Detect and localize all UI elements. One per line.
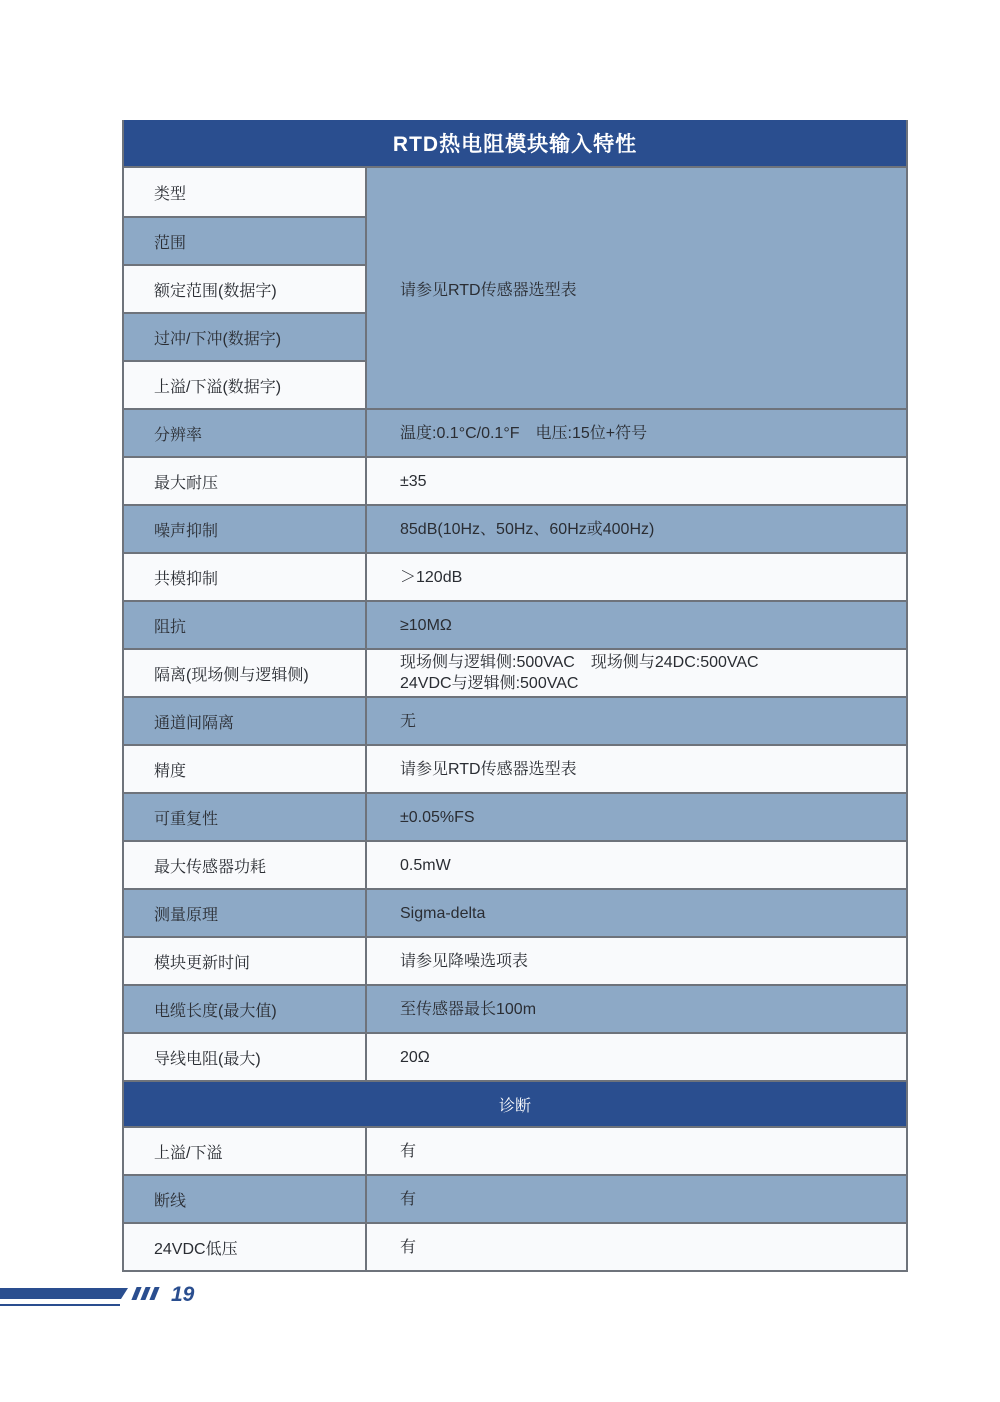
- row-label: 上溢/下溢: [124, 1128, 367, 1174]
- row-label: 电缆长度(最大值): [124, 986, 367, 1032]
- table-row: [124, 840, 906, 888]
- diagnostics-header-text: 诊断: [498, 1097, 531, 1115]
- merged-row-label: 过冲/下冲(数据字): [124, 312, 365, 360]
- table-row: [124, 456, 906, 504]
- row-label: 噪声抑制: [124, 506, 367, 552]
- row-value: Sigma-delta: [400, 904, 486, 922]
- row-value: 温度:0.1°C/0.1°F 电压:15位+符号: [400, 424, 648, 442]
- page-number: 19: [171, 1283, 195, 1306]
- row-value: ±0.05%FS: [400, 808, 475, 826]
- table-row: [124, 744, 906, 792]
- row-label: 导线电阻(最大): [124, 1034, 367, 1080]
- row-label: 测量原理: [124, 890, 367, 936]
- row-label: 通道间隔离: [124, 698, 367, 744]
- merged-row-label: 范围: [124, 216, 365, 264]
- table-row: [124, 648, 906, 696]
- merged-value-cell: [367, 168, 906, 408]
- row-value: ≥10MΩ: [400, 616, 452, 634]
- merged-row-label: 上溢/下溢(数据字): [124, 360, 365, 408]
- table-row: [124, 696, 906, 744]
- row-label: 模块更新时间: [124, 938, 367, 984]
- row-value: 请参见RTD传感器选型表: [400, 760, 577, 778]
- triple-slash-icon: [134, 1287, 157, 1300]
- table-row: [124, 1032, 906, 1080]
- row-label: 可重复性: [124, 794, 367, 840]
- row-value: 85dB(10Hz、50Hz、60Hz或400Hz): [400, 520, 655, 538]
- table-title-bar: [124, 120, 906, 166]
- row-value: 无: [400, 712, 417, 730]
- row-value: ＞120dB: [400, 568, 463, 586]
- diagnostics-header: [124, 1080, 906, 1126]
- table-row: [124, 1222, 906, 1270]
- row-value: 20Ω: [400, 1048, 430, 1066]
- row-label: 隔离(现场侧与逻辑侧): [124, 650, 367, 696]
- spec-table: [122, 120, 908, 1272]
- footer-accent-bar: [0, 1288, 128, 1299]
- row-value: 请参见降噪选项表: [400, 952, 529, 970]
- row-label: 最大传感器功耗: [124, 842, 367, 888]
- table-row: [124, 984, 906, 1032]
- table-title: RTD热电阻模块输入特性: [392, 133, 638, 156]
- row-label: 最大耐压: [124, 458, 367, 504]
- merged-section: [124, 166, 906, 408]
- merged-row-label: 额定范围(数据字): [124, 264, 365, 312]
- row-value: 至传感器最长100m: [400, 1000, 537, 1018]
- row-label: 断线: [124, 1176, 367, 1222]
- diagnostics-rows: [124, 1126, 906, 1270]
- table-row: [124, 1174, 906, 1222]
- row-value: 有: [400, 1238, 417, 1256]
- table-row: [124, 600, 906, 648]
- row-value: ±35: [400, 472, 427, 490]
- table-row: [124, 936, 906, 984]
- table-row: [124, 1126, 906, 1174]
- row-value: 有: [400, 1190, 417, 1208]
- merged-value-text: 请参见RTD传感器选型表: [400, 281, 577, 299]
- row-label: 精度: [124, 746, 367, 792]
- row-label: 24VDC低压: [124, 1224, 367, 1270]
- table-row: [124, 504, 906, 552]
- footer-accent-underline: [0, 1304, 120, 1306]
- row-value: 有: [400, 1142, 417, 1160]
- row-label: 共模抑制: [124, 554, 367, 600]
- table-row: [124, 552, 906, 600]
- merged-row-label: 类型: [124, 168, 365, 216]
- table-row: [124, 888, 906, 936]
- table-row: [124, 792, 906, 840]
- merged-labels-column: [124, 168, 367, 408]
- row-value: 现场侧与逻辑侧:500VAC 现场侧与24DC:500VAC 24VDC与逻辑侧:500VAC: [400, 654, 759, 692]
- row-label: 阻抗: [124, 602, 367, 648]
- table-row: [124, 408, 906, 456]
- main-rows: [124, 408, 906, 1080]
- row-label: 分辨率: [124, 410, 367, 456]
- row-value: 0.5mW: [400, 856, 451, 874]
